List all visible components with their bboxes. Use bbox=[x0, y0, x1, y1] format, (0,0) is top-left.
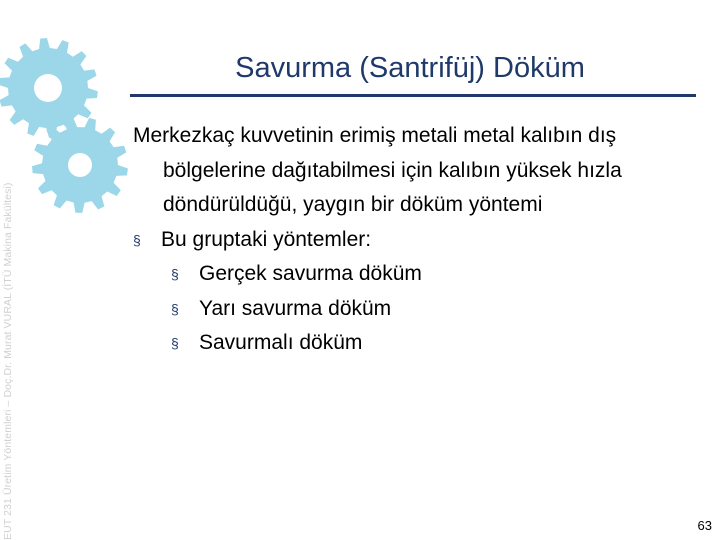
slide-title: Savurma (Santrifüj) Döküm bbox=[235, 52, 585, 84]
bullet-marker-icon: § bbox=[171, 335, 179, 351]
gears-decoration-icon bbox=[0, 30, 140, 220]
bullet-text: Bu gruptaki yöntemler: bbox=[161, 227, 372, 251]
bullet-marker-icon: § bbox=[133, 231, 141, 248]
title-divider bbox=[130, 94, 696, 97]
sub-bullet-text: Yarı savurma döküm bbox=[199, 296, 392, 320]
side-footer-text: EUT 231 Üretim Yöntemleri – Doç.Dr. Murat VURAL (İTÜ Makina Fakültesi) bbox=[2, 182, 14, 540]
intro-paragraph: Merkezkaç kuvvetinin erimiş metali metal kalıbın dış bölgelerine dağıtabilmesi için kalıbın yüksek hızla döndürüldüğü, yaygın bir döküm yöntemi bbox=[133, 124, 622, 216]
bullet-marker-icon: § bbox=[171, 266, 179, 282]
sub-bullet-list bbox=[171, 257, 708, 361]
bullet-item bbox=[133, 223, 708, 258]
sub-bullet-item bbox=[171, 257, 708, 292]
slide-content bbox=[133, 119, 708, 361]
sub-bullet-text: Gerçek savurma döküm bbox=[199, 262, 422, 285]
sub-bullet-item bbox=[171, 326, 708, 361]
sub-bullet-text: Savurmalı döküm bbox=[199, 331, 363, 354]
bullet-marker-icon: § bbox=[171, 300, 179, 317]
sub-bullet-item bbox=[171, 292, 708, 327]
gear-small-icon bbox=[32, 118, 128, 213]
page-number: 63 bbox=[697, 518, 712, 533]
